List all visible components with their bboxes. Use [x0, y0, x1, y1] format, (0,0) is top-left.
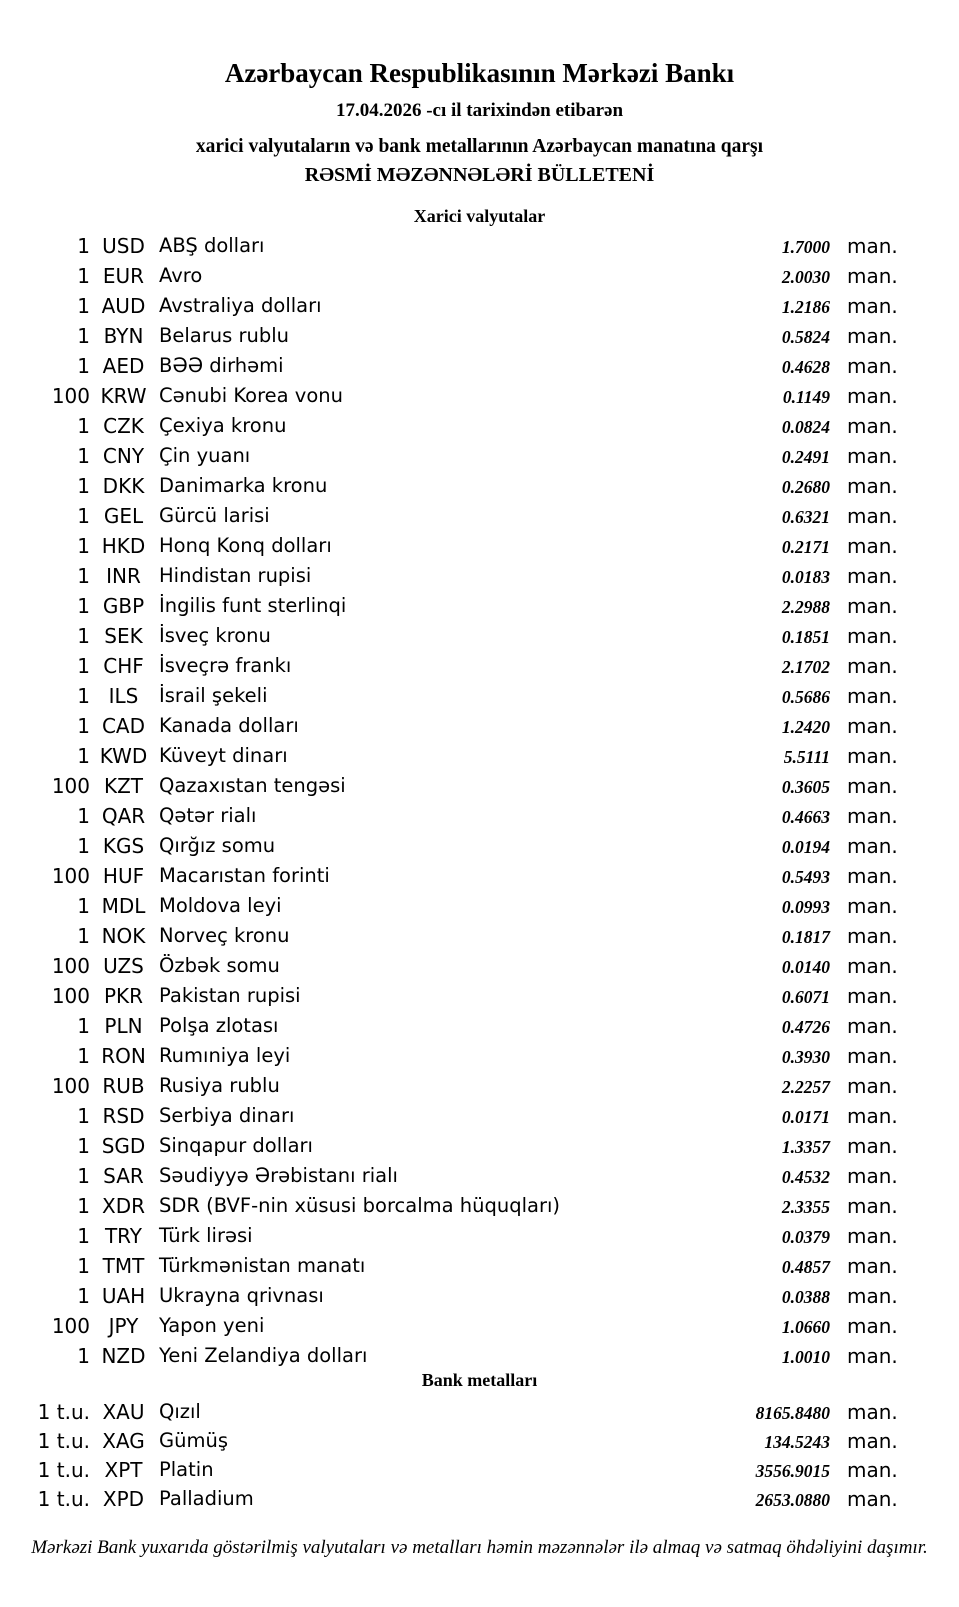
unit-label: man.: [847, 774, 898, 798]
rate-value-cell: 2.2988: [781, 597, 830, 617]
currency-code-cell: PLN: [104, 1014, 143, 1038]
currency-name-cell: İsveç kronu: [159, 624, 271, 647]
currency-code-cell: SGD: [101, 1134, 146, 1158]
rate-value-cell: 0.0388: [781, 1287, 830, 1307]
currency-code-cell: CNY: [102, 444, 145, 468]
currency-code-cell: NOK: [101, 924, 146, 948]
unit-label: man.: [847, 1254, 898, 1278]
currency-code-cell: UZS: [103, 954, 144, 978]
rate-value-cell: 2.3355: [781, 1197, 830, 1217]
currency-row: [0, 322, 959, 352]
currency-row: [0, 562, 959, 592]
unit-label: man.: [847, 564, 898, 588]
rate-value-cell: 3556.9015: [755, 1461, 830, 1481]
currency-name-cell: Pakistan rupisi: [159, 984, 301, 1007]
currency-row: [0, 922, 959, 952]
quantity-cell: 1: [77, 1134, 90, 1158]
currency-name-cell: ABŞ dolları: [159, 234, 265, 257]
currency-row: [0, 262, 959, 292]
currency-name-cell: Moldova leyi: [159, 894, 282, 917]
currency-code-cell: AUD: [101, 294, 146, 318]
currency-name-cell: Belarus rublu: [159, 324, 290, 347]
rate-value-cell: 0.4857: [781, 1257, 830, 1277]
unit-label: man.: [847, 1074, 898, 1098]
currency-row: [0, 622, 959, 652]
metals-rate-table: [0, 1398, 959, 1514]
unit-label: man.: [847, 1284, 898, 1308]
quantity-cell: 1 t.u.: [37, 1458, 90, 1482]
rate-value-cell: 0.2171: [781, 537, 830, 557]
currency-name-cell: Sinqapur dolları: [159, 1134, 313, 1157]
unit-label: man.: [847, 1164, 898, 1188]
currency-code-cell: RUB: [102, 1074, 145, 1098]
currency-name-cell: Yapon yeni: [159, 1314, 265, 1337]
metal-row: [0, 1427, 959, 1456]
unit-label: man.: [847, 594, 898, 618]
rate-value-cell: 0.0993: [781, 897, 830, 917]
currency-code-cell: AED: [102, 354, 145, 378]
currency-row: [0, 292, 959, 322]
currency-row: [0, 682, 959, 712]
unit-label: man.: [847, 1134, 898, 1158]
currency-name-cell: Qazaxıstan tengəsi: [159, 774, 346, 797]
currency-code-cell: CZK: [103, 414, 144, 438]
currency-row: [0, 1072, 959, 1102]
rate-value-cell: 0.1817: [781, 927, 830, 947]
currency-code-cell: GEL: [103, 504, 144, 528]
currency-code-cell: GBP: [102, 594, 145, 618]
currency-code-cell: INR: [106, 564, 141, 588]
metal-name-cell: Gümüş: [159, 1429, 228, 1452]
unit-label: man.: [847, 414, 898, 438]
effective-date-line: 17.04.2026 -cı il tarixindən etibarən: [335, 100, 624, 121]
currency-name-cell: İsveçrə frankı: [159, 654, 292, 677]
currency-code-cell: JPY: [108, 1314, 139, 1338]
quantity-cell: 1: [77, 1284, 90, 1308]
section-title-metals: Bank metalları: [421, 1370, 538, 1390]
currency-name-cell: Çexiya kronu: [159, 414, 287, 437]
bulletin-title: RƏSMİ MƏZƏNNƏLƏRİ BÜLLETENİ: [304, 164, 655, 186]
currency-code-cell: SEK: [104, 624, 143, 648]
unit-label: man.: [847, 384, 898, 408]
metal-code-cell: XAU: [102, 1400, 145, 1424]
quantity-cell: 1: [77, 1254, 90, 1278]
quantity-cell: 1: [77, 414, 90, 438]
currency-code-cell: KWD: [99, 744, 148, 768]
currency-code-cell: KZT: [103, 774, 144, 798]
rate-value-cell: 0.4663: [781, 807, 830, 827]
rate-value-cell: 1.0010: [781, 1347, 830, 1367]
unit-label: man.: [847, 1314, 898, 1338]
unit-label: man.: [847, 834, 898, 858]
quantity-cell: 1 t.u.: [37, 1400, 90, 1424]
rate-value-cell: 1.7000: [781, 237, 830, 257]
quantity-cell: 1: [77, 234, 90, 258]
rate-value-cell: 2.1702: [781, 657, 830, 677]
quantity-cell: 1: [77, 1104, 90, 1128]
rate-value-cell: 0.4628: [781, 357, 830, 377]
currency-row: [0, 1042, 959, 1072]
currency-row: [0, 1282, 959, 1312]
rate-value-cell: 0.0379: [781, 1227, 830, 1247]
quantity-cell: 100: [51, 774, 90, 798]
rate-value-cell: 0.3605: [781, 777, 830, 797]
quantity-cell: 1: [77, 534, 90, 558]
currency-code-cell: DKK: [102, 474, 145, 498]
rate-value-cell: 0.0183: [781, 567, 830, 587]
quantity-cell: 1: [77, 594, 90, 618]
rate-value-cell: 0.3930: [781, 1047, 830, 1067]
currency-name-cell: Yeni Zelandiya dolları: [159, 1344, 368, 1367]
quantity-cell: 1: [77, 324, 90, 348]
rate-value-cell: 0.0194: [781, 837, 830, 857]
currency-code-cell: UAH: [101, 1284, 146, 1308]
currency-row: [0, 232, 959, 262]
rate-value-cell: 0.6071: [781, 987, 830, 1007]
currency-code-cell: PKR: [103, 984, 144, 1008]
rate-value-cell: 0.5686: [781, 687, 830, 707]
currency-row: [0, 802, 959, 832]
unit-label: man.: [847, 1344, 898, 1368]
unit-label: man.: [847, 504, 898, 528]
unit-label: man.: [847, 1014, 898, 1038]
currency-code-cell: KGS: [102, 834, 145, 858]
currency-name-cell: Türk lirəsi: [159, 1224, 253, 1247]
rate-value-cell: 1.0660: [781, 1317, 830, 1337]
currency-name-cell: Gürcü larisi: [159, 504, 270, 527]
rate-value-cell: 1.2186: [781, 297, 830, 317]
rate-value-cell: 0.5824: [781, 327, 830, 347]
currency-row: [0, 502, 959, 532]
currency-code-cell: TMT: [102, 1254, 145, 1278]
unit-label: man.: [847, 744, 898, 768]
quantity-cell: 100: [51, 1074, 90, 1098]
currency-code-cell: HUF: [102, 864, 145, 888]
currency-name-cell: İngilis funt sterlinqi: [159, 594, 347, 617]
quantity-cell: 100: [51, 1314, 90, 1338]
currency-name-cell: Cənubi Korea vonu: [159, 384, 343, 407]
currency-row: [0, 532, 959, 562]
metal-name-cell: Qızıl: [159, 1400, 201, 1423]
currency-row: [0, 352, 959, 382]
currency-row: [0, 982, 959, 1012]
currency-row: [0, 442, 959, 472]
rate-value-cell: 0.2491: [781, 447, 830, 467]
metal-name-cell: Palladium: [159, 1487, 254, 1510]
quantity-cell: 1: [77, 1344, 90, 1368]
currency-code-cell: SAR: [103, 1164, 144, 1188]
section-title-currencies: Xarici valyutalar: [413, 206, 546, 226]
currency-code-cell: CAD: [101, 714, 146, 738]
rate-value-cell: 1.2420: [781, 717, 830, 737]
currency-name-cell: SDR (BVF-nin xüsusi borcalma hüquqları): [159, 1194, 561, 1217]
quantity-cell: 1: [77, 444, 90, 468]
unit-label: man.: [847, 984, 898, 1008]
currency-row: [0, 472, 959, 502]
quantity-cell: 1: [77, 924, 90, 948]
unit-label: man.: [847, 1400, 898, 1424]
currency-row: [0, 652, 959, 682]
currency-rate-table: [0, 232, 959, 1372]
quantity-cell: 100: [51, 984, 90, 1008]
unit-label: man.: [847, 924, 898, 948]
currency-code-cell: BYN: [103, 324, 144, 348]
rate-value-cell: 0.1149: [782, 387, 830, 407]
unit-label: man.: [847, 1458, 898, 1482]
currency-row: [0, 592, 959, 622]
currency-row: [0, 1102, 959, 1132]
unit-label: man.: [847, 894, 898, 918]
currency-code-cell: MDL: [101, 894, 146, 918]
quantity-cell: 1: [77, 654, 90, 678]
rate-value-cell: 0.0824: [781, 417, 830, 437]
unit-label: man.: [847, 264, 898, 288]
quantity-cell: 1: [77, 804, 90, 828]
currency-name-cell: Polşa zlotası: [159, 1014, 279, 1037]
quantity-cell: 1: [77, 1224, 90, 1248]
unit-label: man.: [847, 1044, 898, 1068]
bulletin-subtitle: xarici valyutaların və bank metallarının Azərbaycan manatına qarşı: [195, 136, 764, 157]
currency-name-cell: Norveç kronu: [159, 924, 290, 947]
currency-row: [0, 1132, 959, 1162]
unit-label: man.: [847, 324, 898, 348]
unit-label: man.: [847, 1194, 898, 1218]
rate-value-cell: 0.0171: [781, 1107, 830, 1127]
metal-row: [0, 1398, 959, 1427]
currency-row: [0, 1222, 959, 1252]
unit-label: man.: [847, 474, 898, 498]
quantity-cell: 1: [77, 684, 90, 708]
currency-row: [0, 712, 959, 742]
currency-name-cell: BƏƏ dirhəmi: [159, 354, 284, 377]
currency-name-cell: Qətər rialı: [159, 804, 257, 827]
unit-label: man.: [847, 1487, 898, 1511]
currency-name-cell: Rumıniya leyi: [159, 1044, 291, 1067]
rate-value-cell: 2653.0880: [755, 1490, 830, 1510]
rate-value-cell: 1.3357: [781, 1137, 830, 1157]
currency-name-cell: Özbək somu: [159, 954, 280, 977]
quantity-cell: 1: [77, 474, 90, 498]
quantity-cell: 1 t.u.: [37, 1487, 90, 1511]
rate-value-cell: 0.2680: [781, 477, 830, 497]
currency-row: [0, 772, 959, 802]
currency-code-cell: RON: [101, 1044, 146, 1068]
unit-label: man.: [847, 444, 898, 468]
rate-value-cell: 0.5493: [781, 867, 830, 887]
rate-value-cell: 0.1851: [781, 627, 830, 647]
rate-value-cell: 8165.8480: [755, 1403, 830, 1423]
currency-name-cell: Çin yuanı: [159, 444, 251, 467]
quantity-cell: 1: [77, 834, 90, 858]
rate-value-cell: 0.0140: [781, 957, 830, 977]
quantity-cell: 1: [77, 564, 90, 588]
quantity-cell: 1: [77, 624, 90, 648]
unit-label: man.: [847, 1224, 898, 1248]
unit-label: man.: [847, 654, 898, 678]
quantity-cell: 1: [77, 504, 90, 528]
rate-value-cell: 0.6321: [781, 507, 830, 527]
metal-row: [0, 1485, 959, 1514]
unit-label: man.: [847, 234, 898, 258]
currency-row: [0, 1312, 959, 1342]
currency-code-cell: KRW: [100, 384, 147, 408]
unit-label: man.: [847, 624, 898, 648]
currency-row: [0, 862, 959, 892]
currency-code-cell: XDR: [102, 1194, 145, 1218]
quantity-cell: 100: [51, 954, 90, 978]
metal-code-cell: XPT: [104, 1458, 143, 1482]
currency-name-cell: Hindistan rupisi: [159, 564, 312, 587]
quantity-cell: 1: [77, 714, 90, 738]
currency-row: [0, 412, 959, 442]
metal-code-cell: XPD: [102, 1487, 145, 1511]
metal-name-cell: Platin: [159, 1458, 214, 1481]
quantity-cell: 1: [77, 744, 90, 768]
currency-name-cell: Kanada dolları: [159, 714, 299, 737]
currency-name-cell: Avstraliya dolları: [159, 294, 322, 317]
quantity-cell: 1: [77, 294, 90, 318]
currency-name-cell: Honq Konq dolları: [159, 534, 332, 557]
unit-label: man.: [847, 1104, 898, 1128]
rate-value-cell: 0.4532: [781, 1167, 830, 1187]
currency-name-cell: Ukrayna qrivnası: [159, 1284, 324, 1307]
unit-label: man.: [847, 534, 898, 558]
unit-label: man.: [847, 294, 898, 318]
currency-name-cell: Serbiya dinarı: [159, 1104, 295, 1127]
unit-label: man.: [847, 804, 898, 828]
quantity-cell: 1: [77, 1194, 90, 1218]
currency-code-cell: ILS: [108, 684, 139, 708]
currency-row: [0, 952, 959, 982]
quantity-cell: 1: [77, 1164, 90, 1188]
currency-row: [0, 1012, 959, 1042]
currency-name-cell: Türkmənistan manatı: [159, 1254, 366, 1277]
currency-row: [0, 832, 959, 862]
quantity-cell: 1: [77, 894, 90, 918]
currency-code-cell: HKD: [101, 534, 146, 558]
unit-label: man.: [847, 714, 898, 738]
bank-name-title: Azərbaycan Respublikasının Mərkəzi Bankı: [224, 58, 735, 88]
rate-value-cell: 2.0030: [781, 267, 830, 287]
currency-row: [0, 382, 959, 412]
currency-code-cell: NZD: [101, 1344, 146, 1368]
currency-name-cell: Səudiyyə Ərəbistanı rialı: [159, 1164, 398, 1187]
unit-label: man.: [847, 1429, 898, 1453]
quantity-cell: 100: [51, 384, 90, 408]
quantity-cell: 100: [51, 864, 90, 888]
currency-row: [0, 1162, 959, 1192]
currency-code-cell: TRY: [104, 1224, 143, 1248]
quantity-cell: 1: [77, 354, 90, 378]
quantity-cell: 1 t.u.: [37, 1429, 90, 1453]
currency-code-cell: USD: [102, 234, 145, 258]
rate-value-cell: 5.5111: [783, 747, 830, 767]
currency-name-cell: Qırğız somu: [159, 834, 276, 857]
rate-value-cell: 0.4726: [781, 1017, 830, 1037]
currency-row: [0, 1192, 959, 1222]
metal-row: [0, 1456, 959, 1485]
quantity-cell: 1: [77, 1044, 90, 1068]
rate-value-cell: 134.5243: [764, 1432, 830, 1452]
unit-label: man.: [847, 354, 898, 378]
currency-name-cell: Avro: [159, 264, 203, 287]
quantity-cell: 1: [77, 1014, 90, 1038]
rate-value-cell: 2.2257: [781, 1077, 830, 1097]
currency-code-cell: QAR: [101, 804, 146, 828]
currency-name-cell: Rusiya rublu: [159, 1074, 280, 1097]
currency-row: [0, 892, 959, 922]
currency-name-cell: Küveyt dinarı: [159, 744, 288, 767]
metal-code-cell: XAG: [102, 1429, 145, 1453]
currency-name-cell: Danimarka kronu: [159, 474, 328, 497]
currency-name-cell: İsrail şekeli: [159, 684, 268, 707]
currency-code-cell: RSD: [102, 1104, 145, 1128]
quantity-cell: 1: [77, 264, 90, 288]
currency-name-cell: Macarıstan forinti: [159, 864, 330, 887]
currency-code-cell: CHF: [103, 654, 144, 678]
footer-disclaimer: Mərkəzi Bank yuxarıda göstərilmiş valyutaları və metalları həmin məzənnələr ilə almaq və satmaq öhdəliyini daşımır.: [31, 1537, 928, 1558]
unit-label: man.: [847, 954, 898, 978]
currency-row: [0, 742, 959, 772]
currency-row: [0, 1252, 959, 1282]
unit-label: man.: [847, 684, 898, 708]
currency-code-cell: EUR: [102, 264, 145, 288]
unit-label: man.: [847, 864, 898, 888]
